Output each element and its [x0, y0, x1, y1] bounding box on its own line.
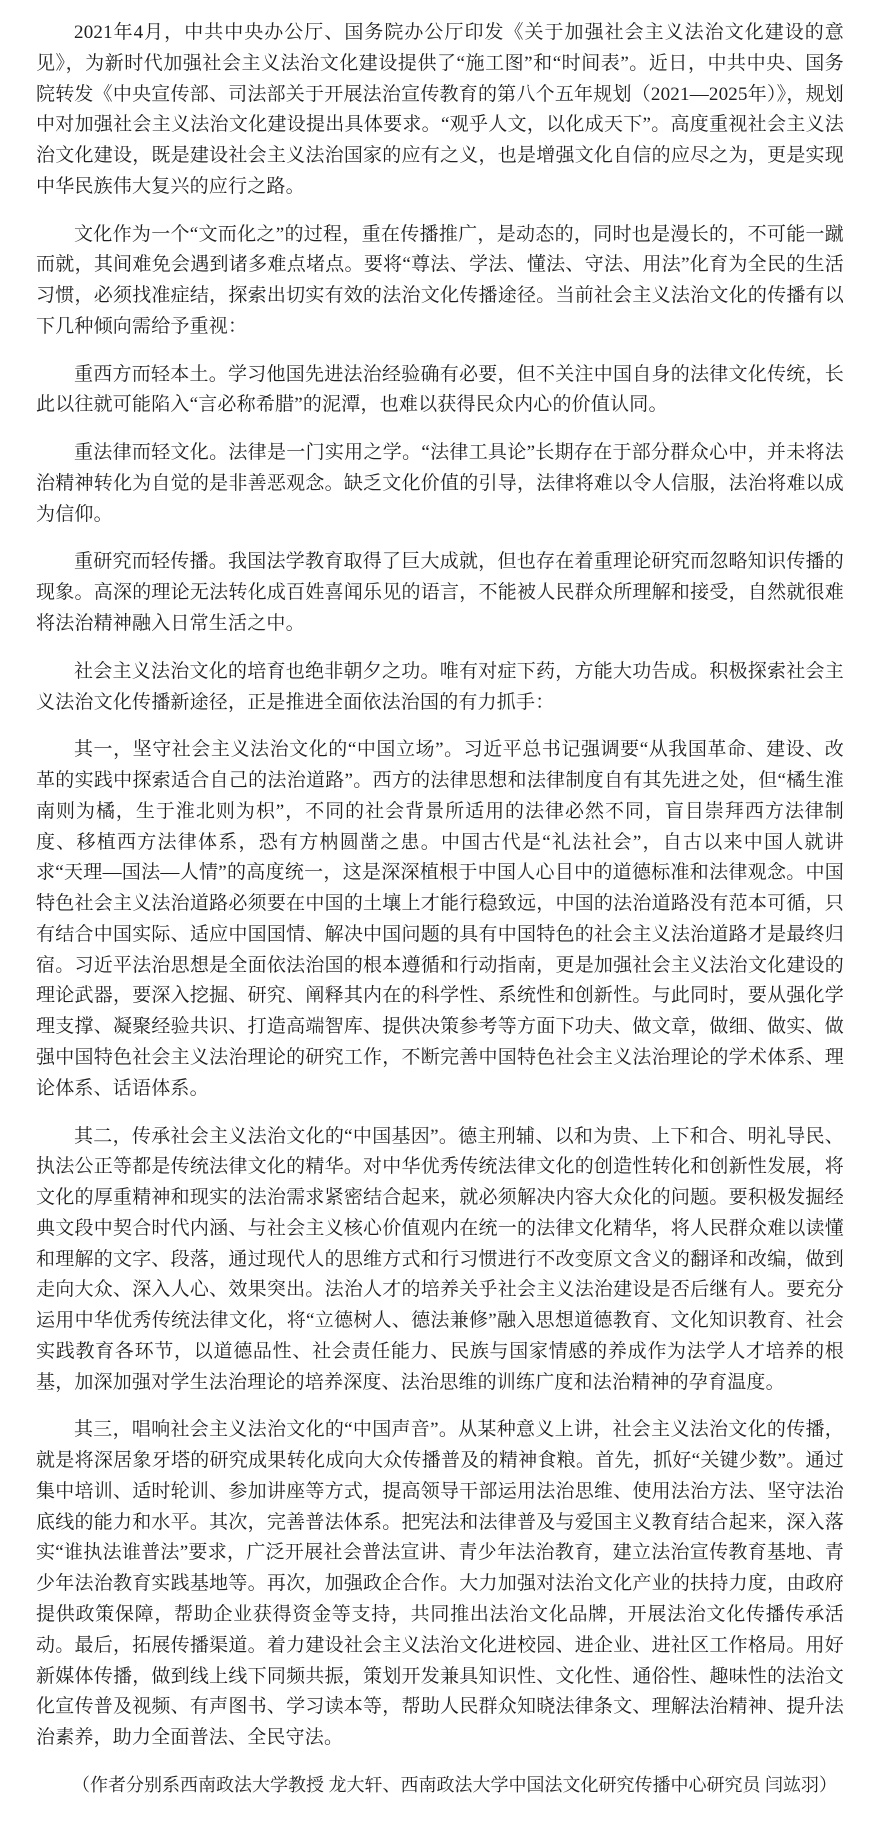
- paragraph: 文化作为一个“文而化之”的过程，重在传播推广，是动态的，同时也是漫长的，不可能一蹴而就，其间难免会遇到诸多难点堵点。要将“尊法、学法、懂法、守法、用法”化育为全民的生活习惯，必须找准症结，探索出切实有效的法治文化传播途径。当前社会主义法治文化的传播有以下几种倾向需给予重视：: [36, 223, 844, 337]
- paragraph: 其三，唱响社会主义法治文化的“中国声音”。从某种意义上讲，社会主义法治文化的传播，就是将深居象牙塔的研究成果转化成向大众传播普及的精神食粮。首先，抓好“关键少数”。通过集中培训、适时轮训、参加讲座等方式，提高领导干部运用法治思维、使用法治方法、坚守法治底线的能力和水平。其次，完善普法体系。把宪法和法律普及与爱国主义教育结合起来，深入落实“谁执法谁普法”要求，广泛开展社会普法宣讲、青少年法治教育，建立法治宣传教育基地、青少年法治教育实践基地等。再次，加强政企合作。大力加强对法治文化产业的扶持力度，由政府提供政策保障，帮助企业获得资金等支持，共同推出法治文化品牌，开展法治文化传播传承活动。最后，拓展传播渠道。着力建设社会主义法治文化进校园、进企业、进社区工作格局。用好新媒体传播，做到线上线下同频共振，策划开发兼具知识性、文化性、通俗性、趣味性的法治文化宣传普及视频、有声图书、学习读本等，帮助人民群众知晓法律条文、理解法治精神、提升法治素养，助力全面普法、全民守法。: [36, 1419, 844, 1749]
- paragraph: 2021年4月，中共中央办公厅、国务院办公厅印发《关于加强社会主义法治文化建设的意见》，为新时代加强社会主义法治文化建设提供了“施工图”和“时间表”。近日，中共中央、国务院转发《中央宣传部、司法部关于开展法治宣传教育的第八个五年规划（2021—2025年）》，规划中对加强社会主义法治文化建设提出具体要求。“观乎人文，以化成天下”。高度重视社会主义法治文化建设，既是建设社会主义法治国家的应有之义，也是增强文化自信的应尽之为，更是实现中华民族伟大复兴的应行之路。: [36, 22, 844, 197]
- author-byline: （作者分别系西南政法大学教授 龙大轩、西南政法大学中国法文化研究传播中心研究员 闫竑羽）: [72, 1774, 837, 1795]
- paragraph: 其一，坚守社会主义法治文化的“中国立场”。习近平总书记强调要“从我国革命、建设、改革的实践中探索适合自己的法治道路”。西方的法律思想和法律制度自有其先进之处，但“橘生淮南则为橘，生于淮北则为枳”，不同的社会背景所适用的法律必然不同，盲目崇拜西方法律制度、移植西方法律体系，恐有方枘圆凿之患。中国古代是“礼法社会”，自古以来中国人就讲求“天理—国法—人情”的高度统一，这是深深植根于中国人心目中的道德标准和法律观念。中国特色社会主义法治道路必须要在中国的土壤上才能行稳致远，中国的法治道路没有范本可循，只有结合中国实际、适应中国国情、解决中国问题的具有中国特色的社会主义法治道路才是最终归宿。习近平法治思想是全面依法治国的根本遵循和行动指南，更是加强社会主义法治文化建设的理论武器，要深入挖掘、研究、阐释其内在的科学性、系统性和创新性。与此同时，要从强化学理支撑、凝聚经验共识、打造高端智库、提供决策参考等方面下功夫、做文章，做细、做实、做强中国特色社会主义法治理论的研究工作，不断完善中国特色社会主义法治理论的学术体系、理论体系、话语体系。: [36, 739, 844, 1099]
- paragraph: 重研究而轻传播。我国法学教育取得了巨大成就，但也存在着重理论研究而忽略知识传播的现象。高深的理论无法转化成百姓喜闻乐见的语言，不能被人民群众所理解和接受，自然就很难将法治精神融入日常生活之中。: [36, 551, 844, 635]
- paragraph: 重法律而轻文化。法律是一门实用之学。“法律工具论”长期存在于部分群众心中，并未将法治精神转化为自觉的是非善恶观念。缺乏文化价值的引导，法律将难以令人信服，法治将难以成为信仰。: [36, 442, 844, 525]
- article-body: [36, 18, 844, 1800]
- paragraph: 社会主义法治文化的培育也绝非朝夕之功。唯有对症下药，方能大功告成。积极探索社会主义法治文化传播新途径，正是推进全面依法治国的有力抓手：: [36, 660, 844, 713]
- paragraph: 重西方而轻本土。学习他国先进法治经验确有必要，但不关注中国自身的法律文化传统，长此以往就可能陷入“言必称希腊”的泥潭，也难以获得民众内心的价值认同。: [36, 363, 844, 416]
- paragraph: 其二，传承社会主义法治文化的“中国基因”。德主刑辅、以和为贵、上下和合、明礼导民、执法公正等都是传统法律文化的精华。对中华优秀传统法律文化的创造性转化和创新性发展，将文化的厚重精神和现实的法治需求紧密结合起来，就必须解决内容大众化的问题。要积极发掘经典文段中契合时代内涵、与社会主义核心价值观内在统一的法律文化精华，将人民群众难以读懂和理解的文字、段落，通过现代人的思维方式和行习惯进行不改变原文含义的翻译和改编，做到走向大众、深入人心、效果突出。法治人才的培养关乎社会主义法治建设是否后继有人。要充分运用中华优秀传统法律文化，将“立德树人、德法兼修”融入思想道德教育、文化知识教育、社会实践教育各环节，以道德品性、社会责任能力、民族与国家情感的养成作为法学人才培养的根基，加深加强对学生法治理论的培养深度、法治思维的训练广度和法治精神的孕育温度。: [36, 1125, 844, 1393]
